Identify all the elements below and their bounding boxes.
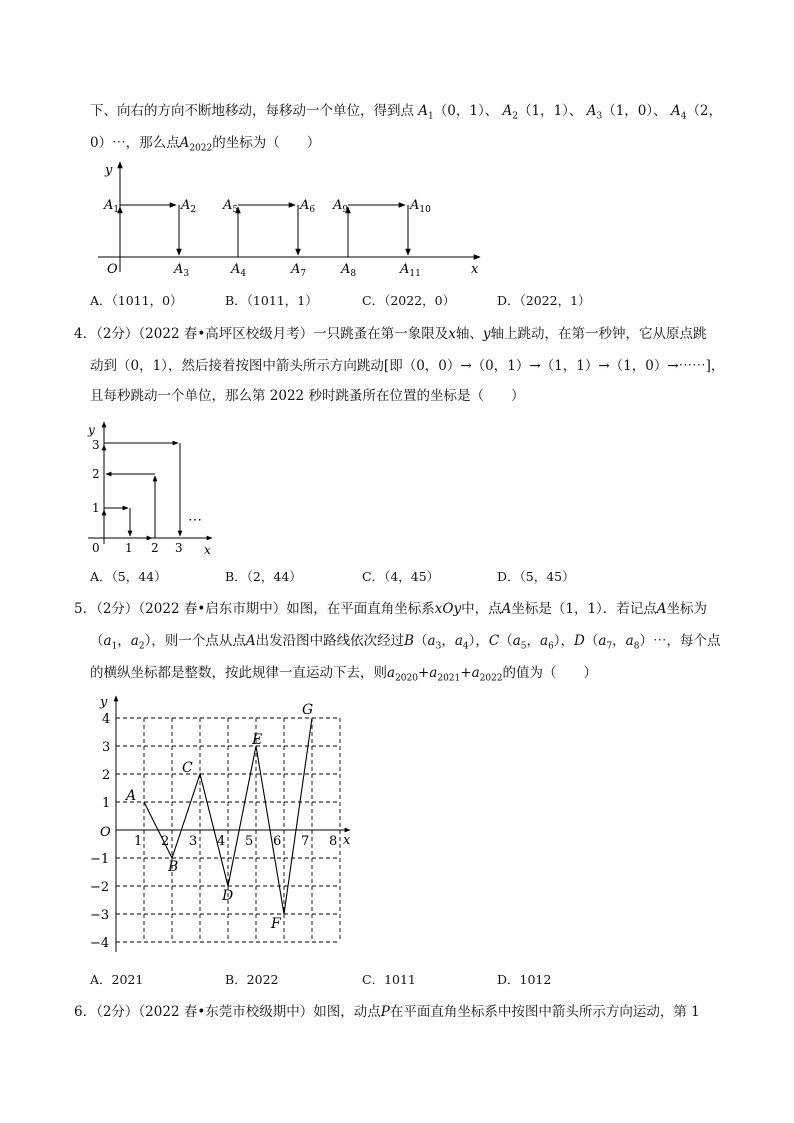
q3-label-a5: $A_5$ [223,198,239,215]
q5-point-c: C [182,760,193,776]
q5-point-g: G [302,702,314,718]
q3-y-label: y [105,163,113,178]
q5-ytick-m4: −4 [90,936,110,951]
q5-origin-label: O [100,825,111,840]
q5-xtick-6: 6 [273,834,282,849]
q3-label-a7: $A_7$ [291,262,307,279]
q5-ytick-m2: −2 [90,880,110,895]
q3-label-a4: $A_4$ [231,262,247,279]
q5-option-a[interactable]: A．2021 [90,972,144,987]
q5-text-line-1: 5．（2分）（2022 春•启东市期中）如图，在平面直角坐标系xOy中，点A坐标是（1，1）．若记点A坐标为 [74,601,708,617]
q5-point-a: A [126,788,137,804]
q5-options [90,970,750,990]
q4-figure [82,420,232,560]
q5-xtick-8: 8 [329,834,338,849]
q3-option-d[interactable]: D．（2022，1） [497,293,591,308]
q5-text-line-2: （$a_1$，$a_2$），则一个点从点A出发沿图中路线依次经过$B(a_3$，$a_4$），$C(a_5$，$a_6$），$D(a_7$，$a_8)\cdots$，每个点 [90,633,721,652]
q5-point-b: B [168,859,179,875]
q5-ytick-m3: −3 [90,908,110,923]
q5-ytick-2: 2 [102,768,111,783]
q5-xtick-1: 1 [134,834,143,849]
q5-xtick-7: 7 [301,834,310,849]
q4-ytick-3: 3 [92,438,100,452]
q3-label-a2: $A_2$ [181,198,197,215]
q5-option-b[interactable]: B．2022 [225,972,279,987]
q4-ytick-2: 2 [92,467,100,481]
q5-x-label: x [343,833,351,848]
q4-xtick-1: 1 [125,541,133,555]
q4-y-label: y [88,423,95,437]
q5-point-d: D [222,888,234,904]
q5-figure [86,690,366,956]
q3-label-a1: $A_1$ [104,198,120,215]
q5-ytick-1: 1 [102,796,111,811]
q5-ytick-m1: −1 [90,852,110,867]
q6-text-line-1: 6．（2分）（2022 春•东莞市校级期中）如图，动点P在平面直角坐标系中按图中箭头所示方向运动，第 1 [74,1004,700,1020]
q3-label-a9: $A_9$ [333,198,349,215]
q3-x-label: x [471,262,479,277]
q4-text-line-1: 4．（2分）（2022 春•高坪区校级月考）一只跳蚤在第一象限及x轴、y轴上跳动，在第一秒钟，它从原点跳 [74,326,707,342]
q4-ytick-1: 1 [92,501,100,515]
q5-option-c[interactable]: C．1011 [362,972,416,987]
q3-option-b[interactable]: B．（1011，1） [225,293,318,308]
q4-xtick-0: 0 [92,541,100,555]
q3-text-line-1: 下、向右的方向不断地移动，每移动一个单位，得到点 $A_1(0$，1）、 $A_2(1$，1）、 $A_3(1$，0）、 $A_4(2$， [90,103,723,122]
q5-xtick-2: 2 [161,834,170,849]
q3-figure [90,158,490,280]
q3-label-a6: $A_6$ [300,198,316,215]
q4-option-b[interactable]: B．（2，44） [225,569,302,584]
q5-xtick-4: 4 [217,834,226,849]
q4-option-c[interactable]: C．（4，45） [362,569,440,584]
q4-x-label: x [204,543,211,557]
q3-option-c[interactable]: C．（2022，0） [362,293,456,308]
q3-option-a[interactable]: A．（1011，0） [90,293,183,308]
q4-text-line-3: 且每秒跳动一个单位，那么第 2022 秒时跳蚤所在位置的坐标是（ ） [90,388,525,404]
q4-option-a[interactable]: A．（5，44） [90,569,167,584]
q3-label-a8: $A_8$ [341,262,357,279]
q4-options [90,567,750,587]
q4-ellipsis: ⋯ [188,512,202,528]
q3-label-a3: $A_3$ [174,262,190,279]
q4-option-d[interactable]: D．（5，45） [497,569,575,584]
q3-origin-label: O [107,262,118,277]
q3-label-a10: $A_{10}$ [410,198,431,215]
q4-text-line-2: 动到（0，1），然后接着按图中箭头所示方向跳动[即（0，0）→（0，1）→（1，1）→（1，0）→⋯⋯]， [90,358,725,374]
q3-options [90,291,750,311]
q4-xtick-3: 3 [175,541,183,555]
q5-xtick-5: 5 [245,834,254,849]
q5-ytick-4: 4 [102,712,111,727]
q5-point-e: E [252,732,263,748]
q5-option-d[interactable]: D．1012 [497,972,552,987]
q5-y-label: y [100,695,108,710]
q3-label-a11: $A_{11}$ [400,262,421,279]
q5-text-line-3: 的横纵坐标都是整数，按此规律一直运动下去，则$a_{2020}+a_{2021}+a_{2022}$的值为（ ） [90,665,598,684]
q5-ytick-3: 3 [102,740,111,755]
q5-point-f: F [271,916,281,932]
q4-xtick-2: 2 [151,541,159,555]
q3-text-line-2: 0）⋯，那么点$A_{2022}$的坐标为（ ） [90,135,321,154]
q5-xtick-3: 3 [189,834,198,849]
